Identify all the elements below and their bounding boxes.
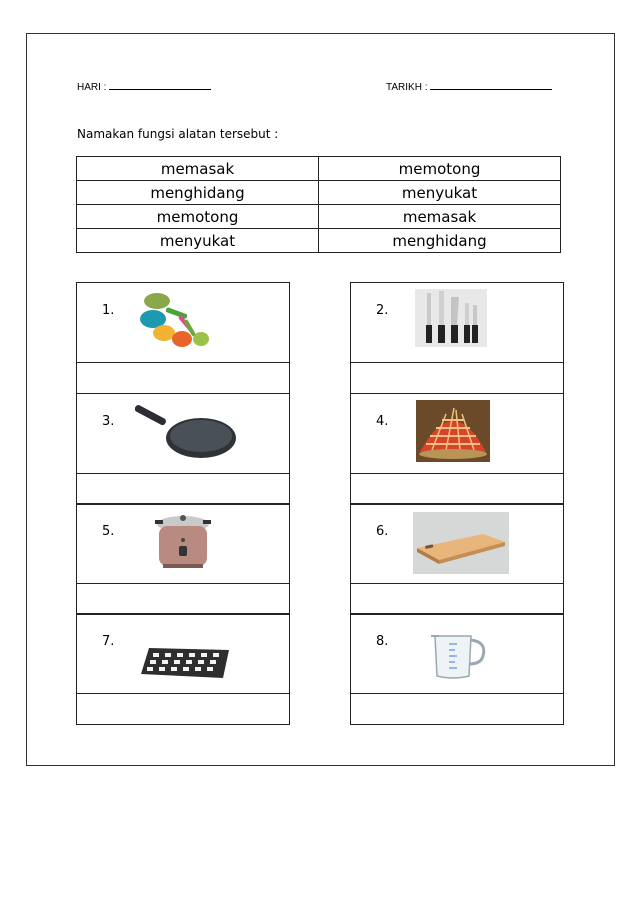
word-row bbox=[77, 181, 561, 205]
item-number: 6. bbox=[376, 524, 389, 539]
item-number: 8. bbox=[376, 634, 389, 649]
word-row bbox=[77, 205, 561, 229]
day-field bbox=[77, 80, 211, 93]
item-box-5 bbox=[76, 503, 290, 615]
item-box-1 bbox=[76, 282, 290, 394]
item-picture-cell bbox=[77, 394, 289, 474]
knives-icon bbox=[415, 289, 487, 347]
item-number: 3. bbox=[102, 414, 115, 429]
item-number: 1. bbox=[102, 303, 115, 318]
item-number: 4. bbox=[376, 414, 389, 429]
item-picture-cell bbox=[77, 614, 289, 694]
word-cell: memotong bbox=[77, 205, 319, 229]
item-box-2 bbox=[350, 282, 564, 394]
baking-tray-icon bbox=[139, 644, 233, 680]
item-box-8 bbox=[350, 613, 564, 725]
day-label: HARI : bbox=[77, 82, 107, 93]
item-number: 7. bbox=[102, 634, 115, 649]
answer-cell[interactable] bbox=[77, 694, 289, 724]
word-cell: memotong bbox=[319, 157, 561, 181]
date-label: TARIKH : bbox=[386, 82, 428, 93]
item-number: 2. bbox=[376, 303, 389, 318]
answer-cell[interactable] bbox=[351, 694, 563, 724]
item-number: 5. bbox=[102, 524, 115, 539]
word-cell: menyukat bbox=[77, 229, 319, 253]
date-input-line[interactable] bbox=[430, 80, 552, 90]
answer-cell[interactable] bbox=[351, 474, 563, 504]
answer-cell[interactable] bbox=[77, 474, 289, 504]
cutting-board-icon bbox=[413, 512, 509, 574]
day-input-line[interactable] bbox=[109, 80, 211, 90]
word-row bbox=[77, 229, 561, 253]
food-cover-icon bbox=[416, 400, 490, 462]
word-cell: menyukat bbox=[319, 181, 561, 205]
measuring-jug-icon bbox=[429, 632, 489, 680]
word-cell: memasak bbox=[77, 157, 319, 181]
item-box-7 bbox=[76, 613, 290, 725]
answer-cell[interactable] bbox=[351, 584, 563, 614]
date-field bbox=[386, 80, 552, 93]
answer-cell[interactable] bbox=[77, 363, 289, 393]
item-picture-cell bbox=[351, 504, 563, 584]
item-picture-cell bbox=[351, 283, 563, 363]
item-picture-cell bbox=[77, 504, 289, 584]
word-cell: menghidang bbox=[77, 181, 319, 205]
word-cell: menghidang bbox=[319, 229, 561, 253]
item-picture-cell bbox=[351, 614, 563, 694]
word-cell: memasak bbox=[319, 205, 561, 229]
word-bank-table bbox=[76, 156, 561, 253]
item-box-6 bbox=[350, 503, 564, 615]
frying-pan-icon bbox=[135, 400, 239, 462]
word-row bbox=[77, 157, 561, 181]
instruction-text: Namakan fungsi alatan tersebut : bbox=[77, 127, 279, 141]
item-picture-cell bbox=[77, 283, 289, 363]
item-picture-cell bbox=[351, 394, 563, 474]
answer-cell[interactable] bbox=[77, 584, 289, 614]
item-box-3 bbox=[76, 393, 290, 505]
measuring-cups-icon bbox=[137, 289, 213, 353]
item-box-4 bbox=[350, 393, 564, 505]
rice-cooker-icon bbox=[151, 512, 215, 572]
answer-cell[interactable] bbox=[351, 363, 563, 393]
